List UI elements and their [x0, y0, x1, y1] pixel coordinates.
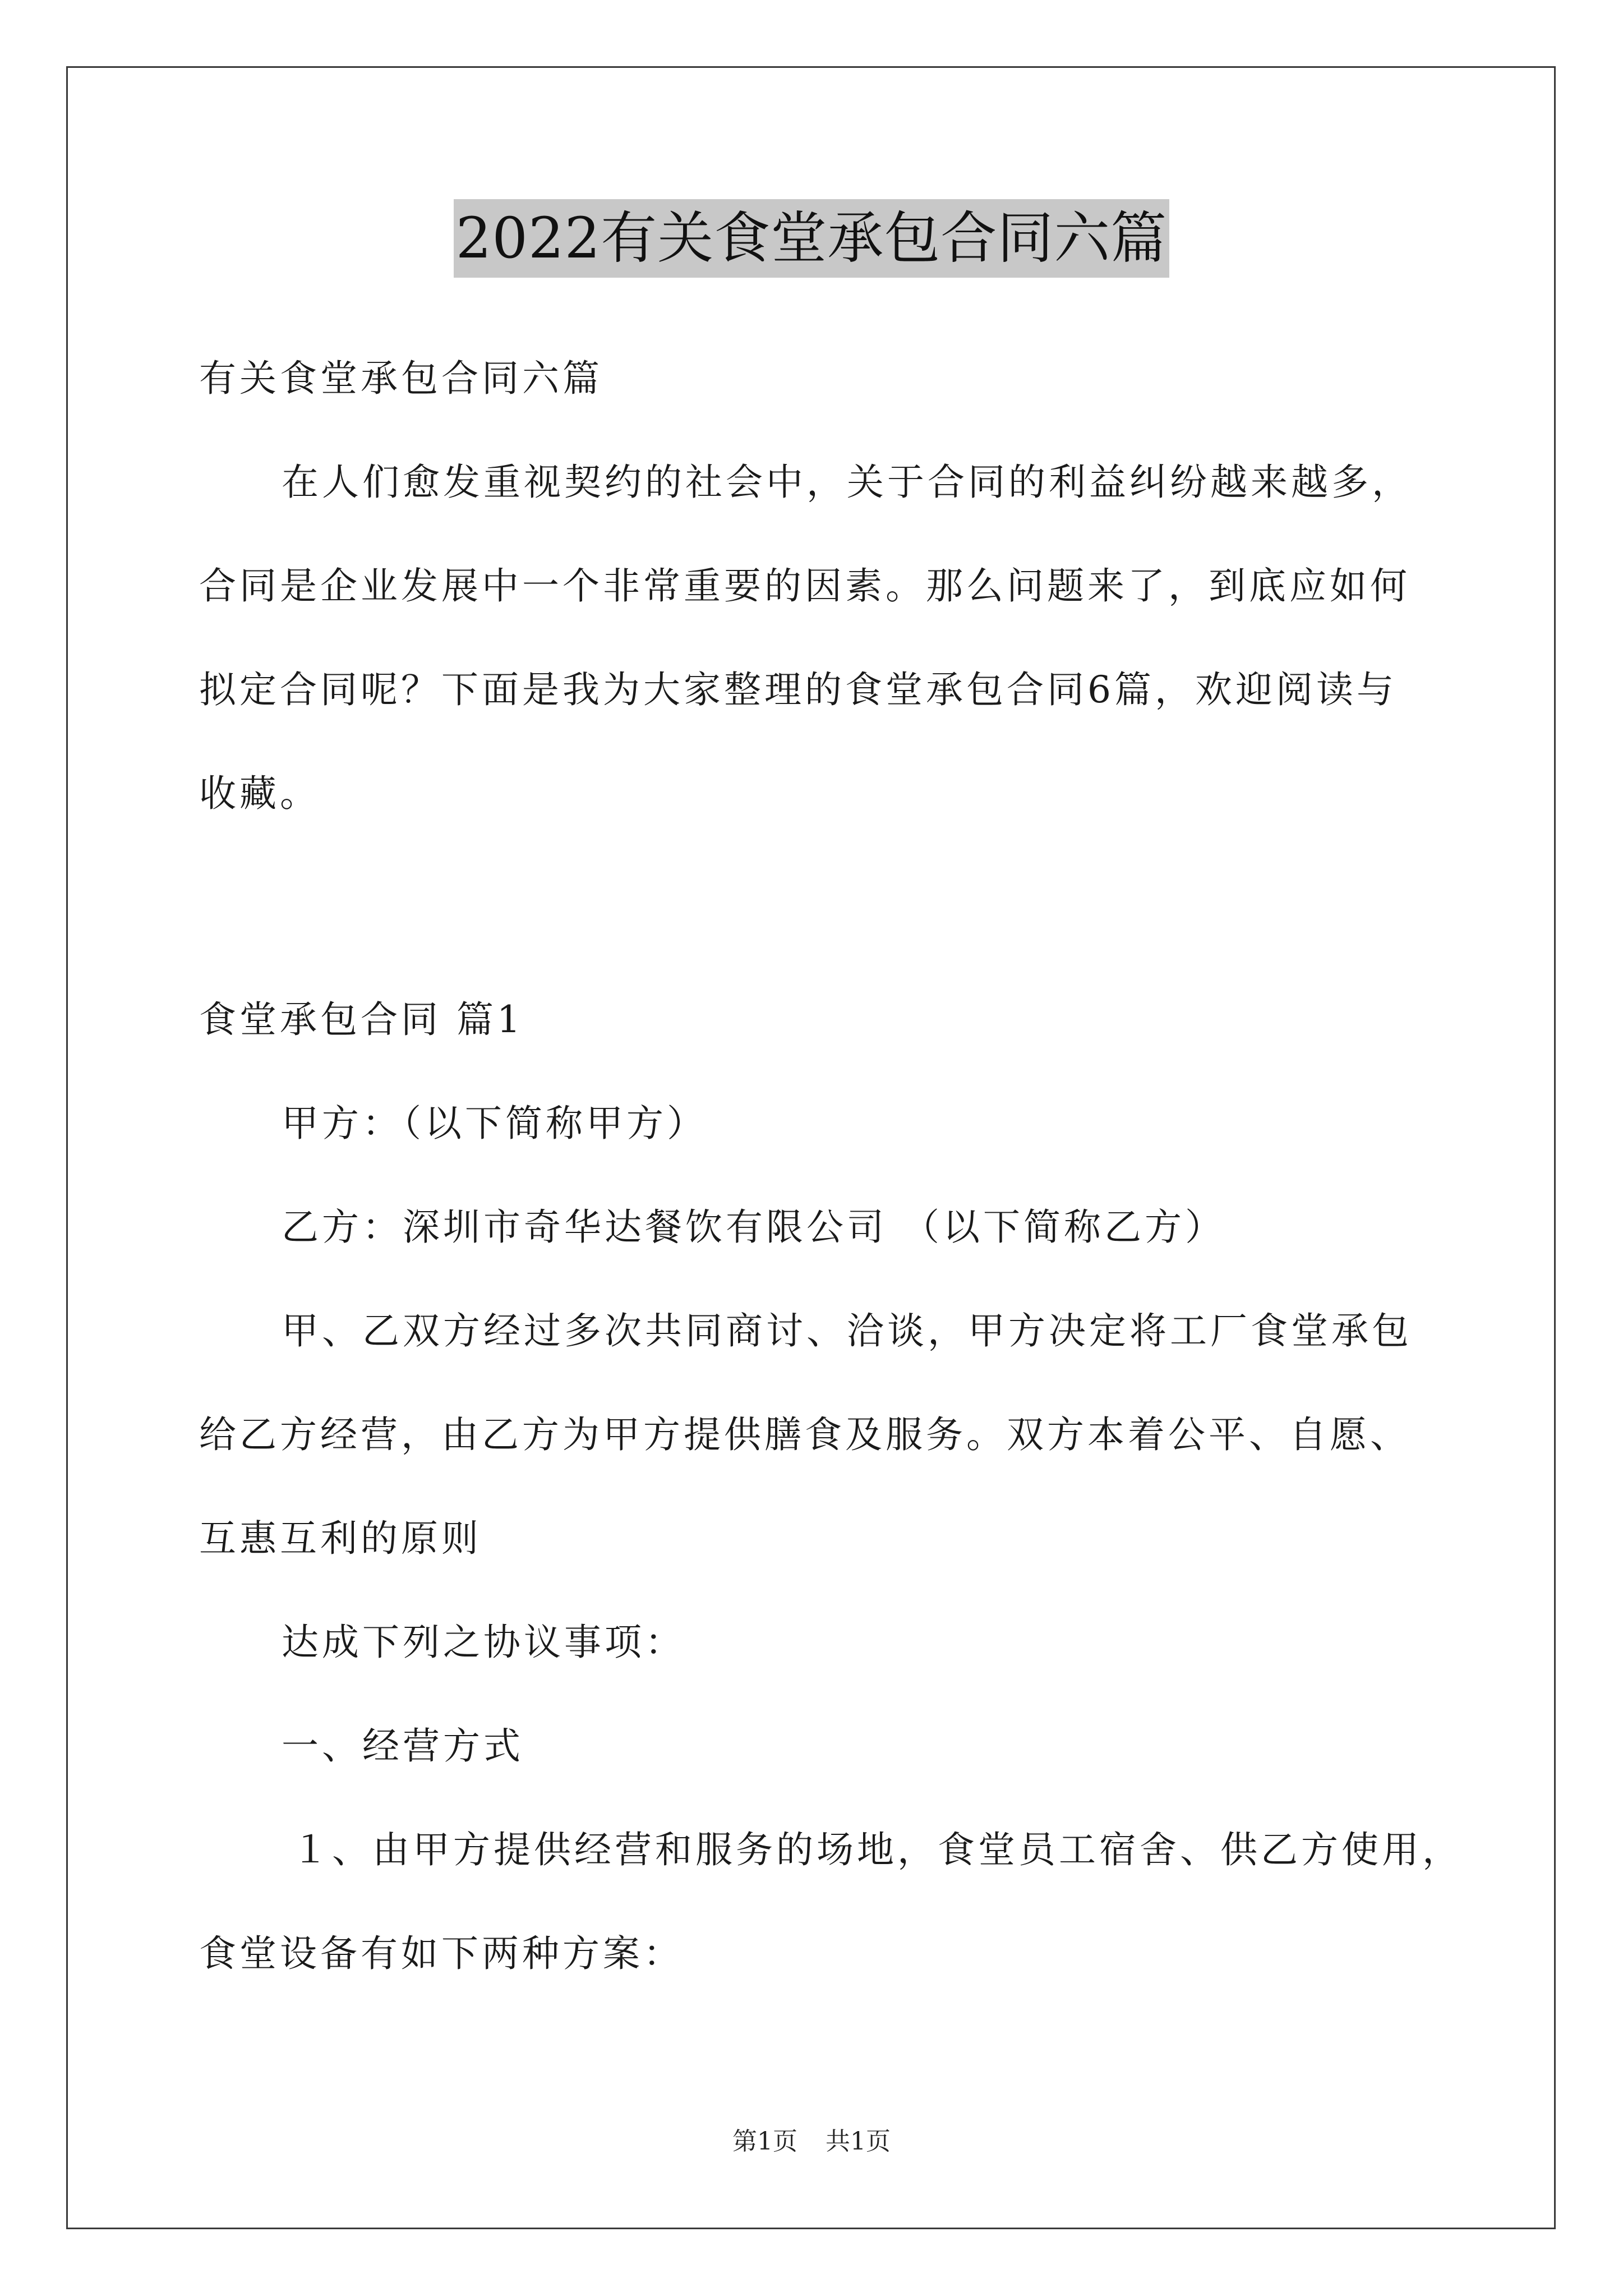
intro-line-2: 合同是企业发展中一个非常重要的因素。那么问题来了，到底应如何 — [199, 564, 1410, 608]
body-line-2: 给乙方经营，由乙方为甲方提供膳食及服务。双方本着公平、自愿、 — [199, 1413, 1410, 1456]
section-heading: 食堂承包合同 篇1 — [199, 998, 524, 1041]
document-title: 2022有关食堂承包合同六篇 — [454, 199, 1170, 278]
body-line-1: 甲、乙双方经过多次共同商讨、洽谈，甲方决定将工厂食堂承包 — [282, 1309, 1412, 1352]
party-b-line: 乙方：深圳市奇华达餐饮有限公司 （以下简称乙方） — [282, 1205, 1225, 1249]
clause-1-line-2: 食堂设备有如下两种方案： — [199, 1932, 684, 1975]
page-number: 第1页 — [732, 2127, 797, 2156]
agreement-line: 达成下列之协议事项： — [282, 1621, 685, 1664]
page-total: 共1页 — [826, 2127, 891, 2156]
intro-line-4: 收藏。 — [199, 772, 320, 815]
body-line-3: 互惠互利的原则 — [199, 1517, 482, 1560]
title-container — [0, 199, 1623, 278]
party-a-line: 甲方：（以下简称甲方） — [282, 1102, 707, 1145]
subtitle-line: 有关食堂承包合同六篇 — [199, 357, 603, 400]
intro-line-3: 拟定合同呢？下面是我为大家整理的食堂承包合同6篇，欢迎阅读与 — [199, 668, 1397, 711]
clause-heading: 一、经营方式 — [282, 1724, 524, 1768]
intro-line-1: 在人们愈发重视契约的社会中，关于合同的利益纠纷越来越多， — [282, 461, 1412, 504]
clause-1-line-1: １、由甲方提供经营和服务的场地，食堂员工宿舍、供乙方使用， — [292, 1828, 1463, 1871]
page-footer — [0, 2125, 1623, 2159]
